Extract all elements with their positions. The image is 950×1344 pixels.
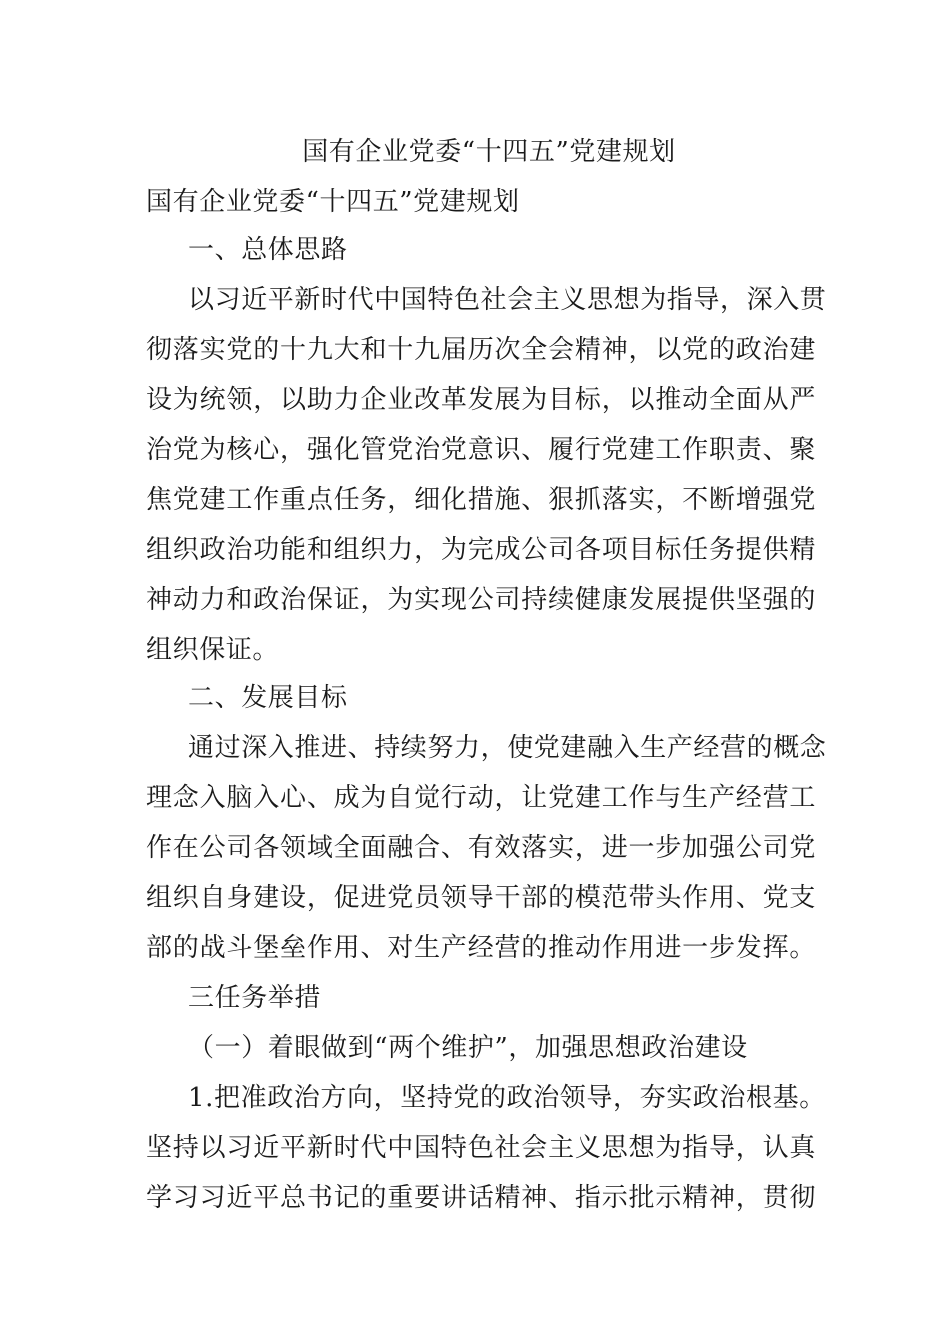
item-1-lead: 1.把准政治方向，坚持党的政治领导，夯实政治根基。: [188, 1083, 826, 1113]
paragraph-line: 组织保证。: [146, 635, 280, 665]
paragraph-line: 彻落实党的十九大和十九届历次全会精神，以党的政治建: [146, 335, 816, 365]
section-1-heading: 一、总体思路: [188, 235, 348, 265]
paragraph-line: 坚持以习近平新时代中国特色社会主义思想为指导，认真: [146, 1133, 816, 1163]
document-subtitle: 国有企业党委“十四五”党建规划: [146, 187, 520, 217]
paragraph-line: 设为统领，以助力企业改革发展为目标，以推动全面从严: [146, 385, 816, 415]
paragraph-line: 部的战斗堡垒作用、对生产经营的推动作用进一步发挥。: [146, 933, 816, 963]
section-3-heading: 三任务举措: [188, 983, 322, 1013]
paragraph-line: 以习近平新时代中国特色社会主义思想为指导，深入贯: [188, 285, 827, 315]
document-title: 国有企业党委“十四五”党建规划: [302, 137, 676, 167]
paragraph-line: 学习习近平总书记的重要讲话精神、指示批示精神，贯彻: [146, 1183, 816, 1213]
paragraph-line: 治党为核心，强化管党治党意识、履行党建工作职责、聚: [146, 435, 816, 465]
section-3-subheading: （一）着眼做到“两个维护”，加强思想政治建设: [188, 1033, 748, 1063]
paragraph-line: 焦党建工作重点任务，细化措施、狠抓落实，不断增强党: [146, 485, 816, 515]
paragraph-line: 通过深入推进、持续努力，使党建融入生产经营的概念: [188, 733, 827, 763]
section-2-heading: 二、发展目标: [188, 683, 348, 713]
paragraph-line: 组织政治功能和组织力，为完成公司各项目标任务提供精: [146, 535, 816, 565]
paragraph-line: 理念入脑入心、成为自觉行动，让党建工作与生产经营工: [146, 783, 816, 813]
paragraph-line: 作在公司各领域全面融合、有效落实，进一步加强公司党: [146, 833, 816, 863]
paragraph-line: 组织自身建设，促进党员领导干部的模范带头作用、党支: [146, 883, 816, 913]
paragraph-line: 神动力和政治保证，为实现公司持续健康发展提供坚强的: [146, 585, 816, 615]
